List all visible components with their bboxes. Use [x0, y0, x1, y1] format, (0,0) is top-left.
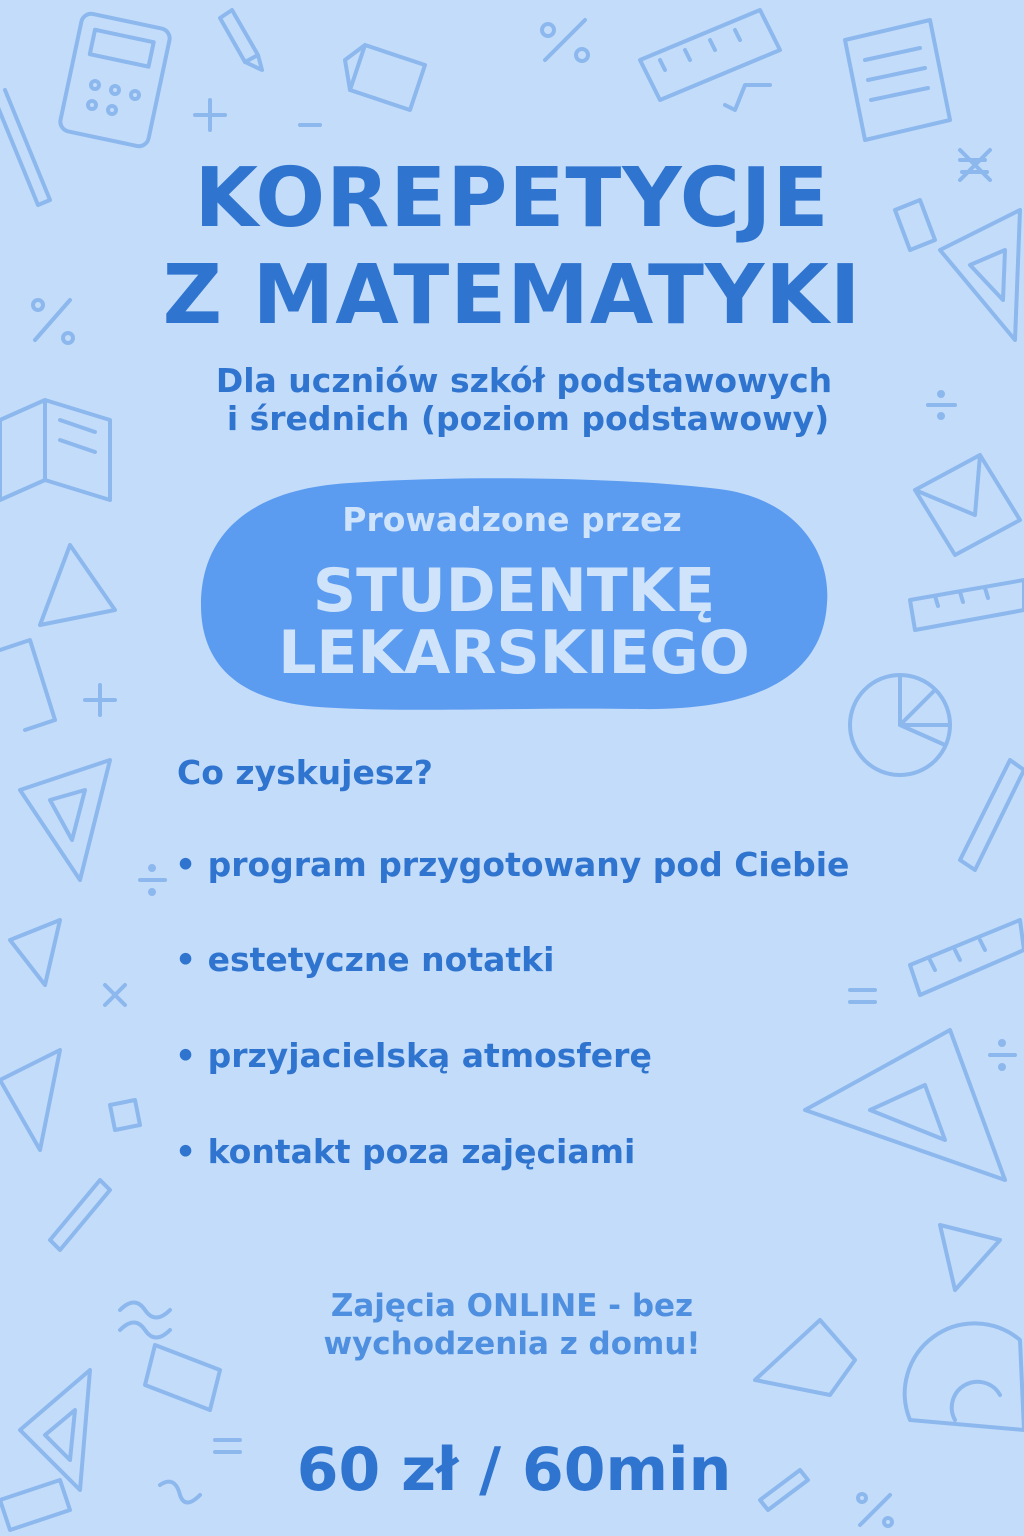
badge-line-1: STUDENTKĘ	[312, 556, 716, 626]
ruler-icon	[960, 760, 1024, 870]
percent-icon	[542, 20, 588, 61]
online-note-line-1: Zajęcia ONLINE - bez	[330, 1288, 694, 1324]
benefit-item-4: • kontakt poza zajęciami	[175, 1132, 636, 1171]
triangle-icon	[10, 920, 60, 985]
divide-icon	[140, 866, 165, 894]
title-line-1: KOREPETYCJE	[194, 151, 830, 246]
triangle-icon	[940, 1225, 1000, 1290]
benefit-item-1: • program przygotowany pod Ciebie	[175, 845, 850, 884]
price-label: 60 zł / 60min	[296, 1435, 732, 1505]
benefits-heading: Co zyskujesz?	[177, 753, 433, 792]
calculator-icon	[59, 12, 172, 148]
pie-chart-icon	[850, 675, 950, 775]
times-icon	[105, 985, 125, 1005]
notebook-icon	[845, 20, 950, 140]
subtitle-line-2: i średnich (poziom podstawowy)	[226, 399, 830, 438]
divide-icon	[990, 1041, 1015, 1069]
benefit-item-2: • estetyczne notatki	[175, 940, 555, 979]
benefit-item-3: • przyjacielską atmosferę	[175, 1036, 652, 1075]
plus-icon	[195, 100, 225, 130]
set-square-icon	[805, 1030, 1005, 1180]
sqrt-icon	[725, 85, 770, 110]
ruler-icon	[910, 920, 1024, 995]
set-square-icon	[20, 760, 110, 880]
badge-line-2: LEKARSKIEGO	[278, 618, 750, 688]
plus-icon	[85, 685, 115, 715]
eraser-icon	[345, 45, 425, 110]
eraser-icon	[110, 1100, 140, 1130]
pencil-icon	[220, 10, 262, 70]
equals-icon	[850, 990, 875, 1002]
title-line-2: Z MATEMATYKI	[162, 248, 862, 343]
subtitle-line-1: Dla uczniów szkół podstawowych	[215, 361, 833, 400]
online-note-line-2: wychodzenia z domu!	[323, 1326, 701, 1362]
badge-intro: Prowadzone przez	[342, 500, 682, 539]
pencil-icon	[50, 1180, 110, 1250]
set-square-icon	[0, 1050, 60, 1150]
